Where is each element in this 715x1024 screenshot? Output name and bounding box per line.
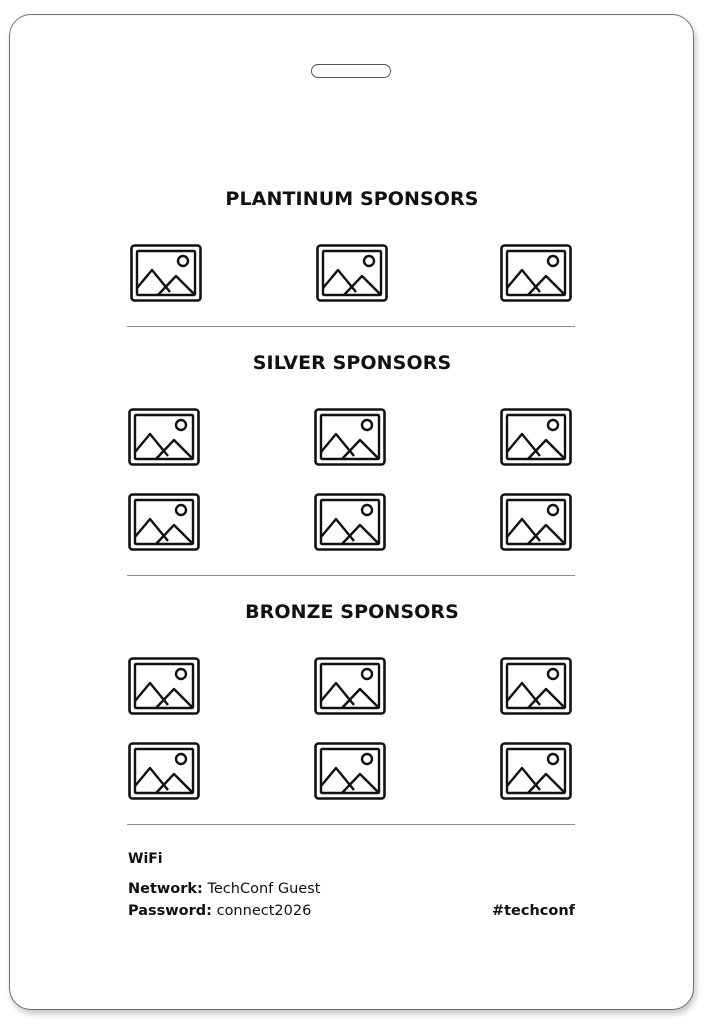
wifi-network-line <box>128 881 320 897</box>
password-value: connect2026 <box>216 903 312 919</box>
bronze-sponsor-logo-5 <box>314 742 386 800</box>
image-placeholder-icon <box>314 493 386 551</box>
silver-sponsor-logo-3 <box>500 408 572 466</box>
lanyard-slot <box>311 64 391 78</box>
bronze-sponsor-logo-6 <box>500 742 572 800</box>
silver-sponsor-logo-5 <box>314 493 386 551</box>
platinum-sponsor-logo-3 <box>500 244 572 302</box>
platinum-sponsor-logo-2 <box>316 244 388 302</box>
image-placeholder-icon <box>128 493 200 551</box>
wifi-password-line <box>128 903 311 919</box>
silver-sponsor-logo-2 <box>314 408 386 466</box>
bronze-sponsor-logo-1 <box>128 657 200 715</box>
bronze-sponsor-logo-4 <box>128 742 200 800</box>
image-placeholder-icon <box>314 408 386 466</box>
image-placeholder-icon <box>128 408 200 466</box>
image-placeholder-icon <box>314 657 386 715</box>
platinum-sponsor-logo-1 <box>130 244 202 302</box>
section-divider <box>127 326 575 327</box>
password-label: Password: <box>128 903 212 919</box>
silver-sponsor-logo-4 <box>128 493 200 551</box>
image-placeholder-icon <box>130 244 202 302</box>
bronze-sponsors-title: BRONZE SPONSORS <box>245 601 459 623</box>
bronze-sponsor-logo-2 <box>314 657 386 715</box>
image-placeholder-icon <box>314 742 386 800</box>
section-divider <box>127 575 575 576</box>
silver-sponsor-logo-1 <box>128 408 200 466</box>
image-placeholder-icon <box>316 244 388 302</box>
hashtag: #techconf <box>491 903 575 919</box>
silver-sponsor-logo-6 <box>500 493 572 551</box>
image-placeholder-icon <box>128 742 200 800</box>
image-placeholder-icon <box>500 742 572 800</box>
silver-sponsors-title: SILVER SPONSORS <box>252 352 452 374</box>
network-value: TechConf Guest <box>207 881 321 897</box>
bronze-sponsor-logo-3 <box>500 657 572 715</box>
image-placeholder-icon <box>128 657 200 715</box>
image-placeholder-icon <box>500 657 572 715</box>
image-placeholder-icon <box>500 244 572 302</box>
wifi-title: WiFi <box>128 851 163 867</box>
network-label: Network: <box>128 881 203 897</box>
image-placeholder-icon <box>500 408 572 466</box>
image-placeholder-icon <box>500 493 572 551</box>
platinum-sponsors-title: PLANTINUM SPONSORS <box>225 188 479 210</box>
section-divider <box>127 824 575 825</box>
